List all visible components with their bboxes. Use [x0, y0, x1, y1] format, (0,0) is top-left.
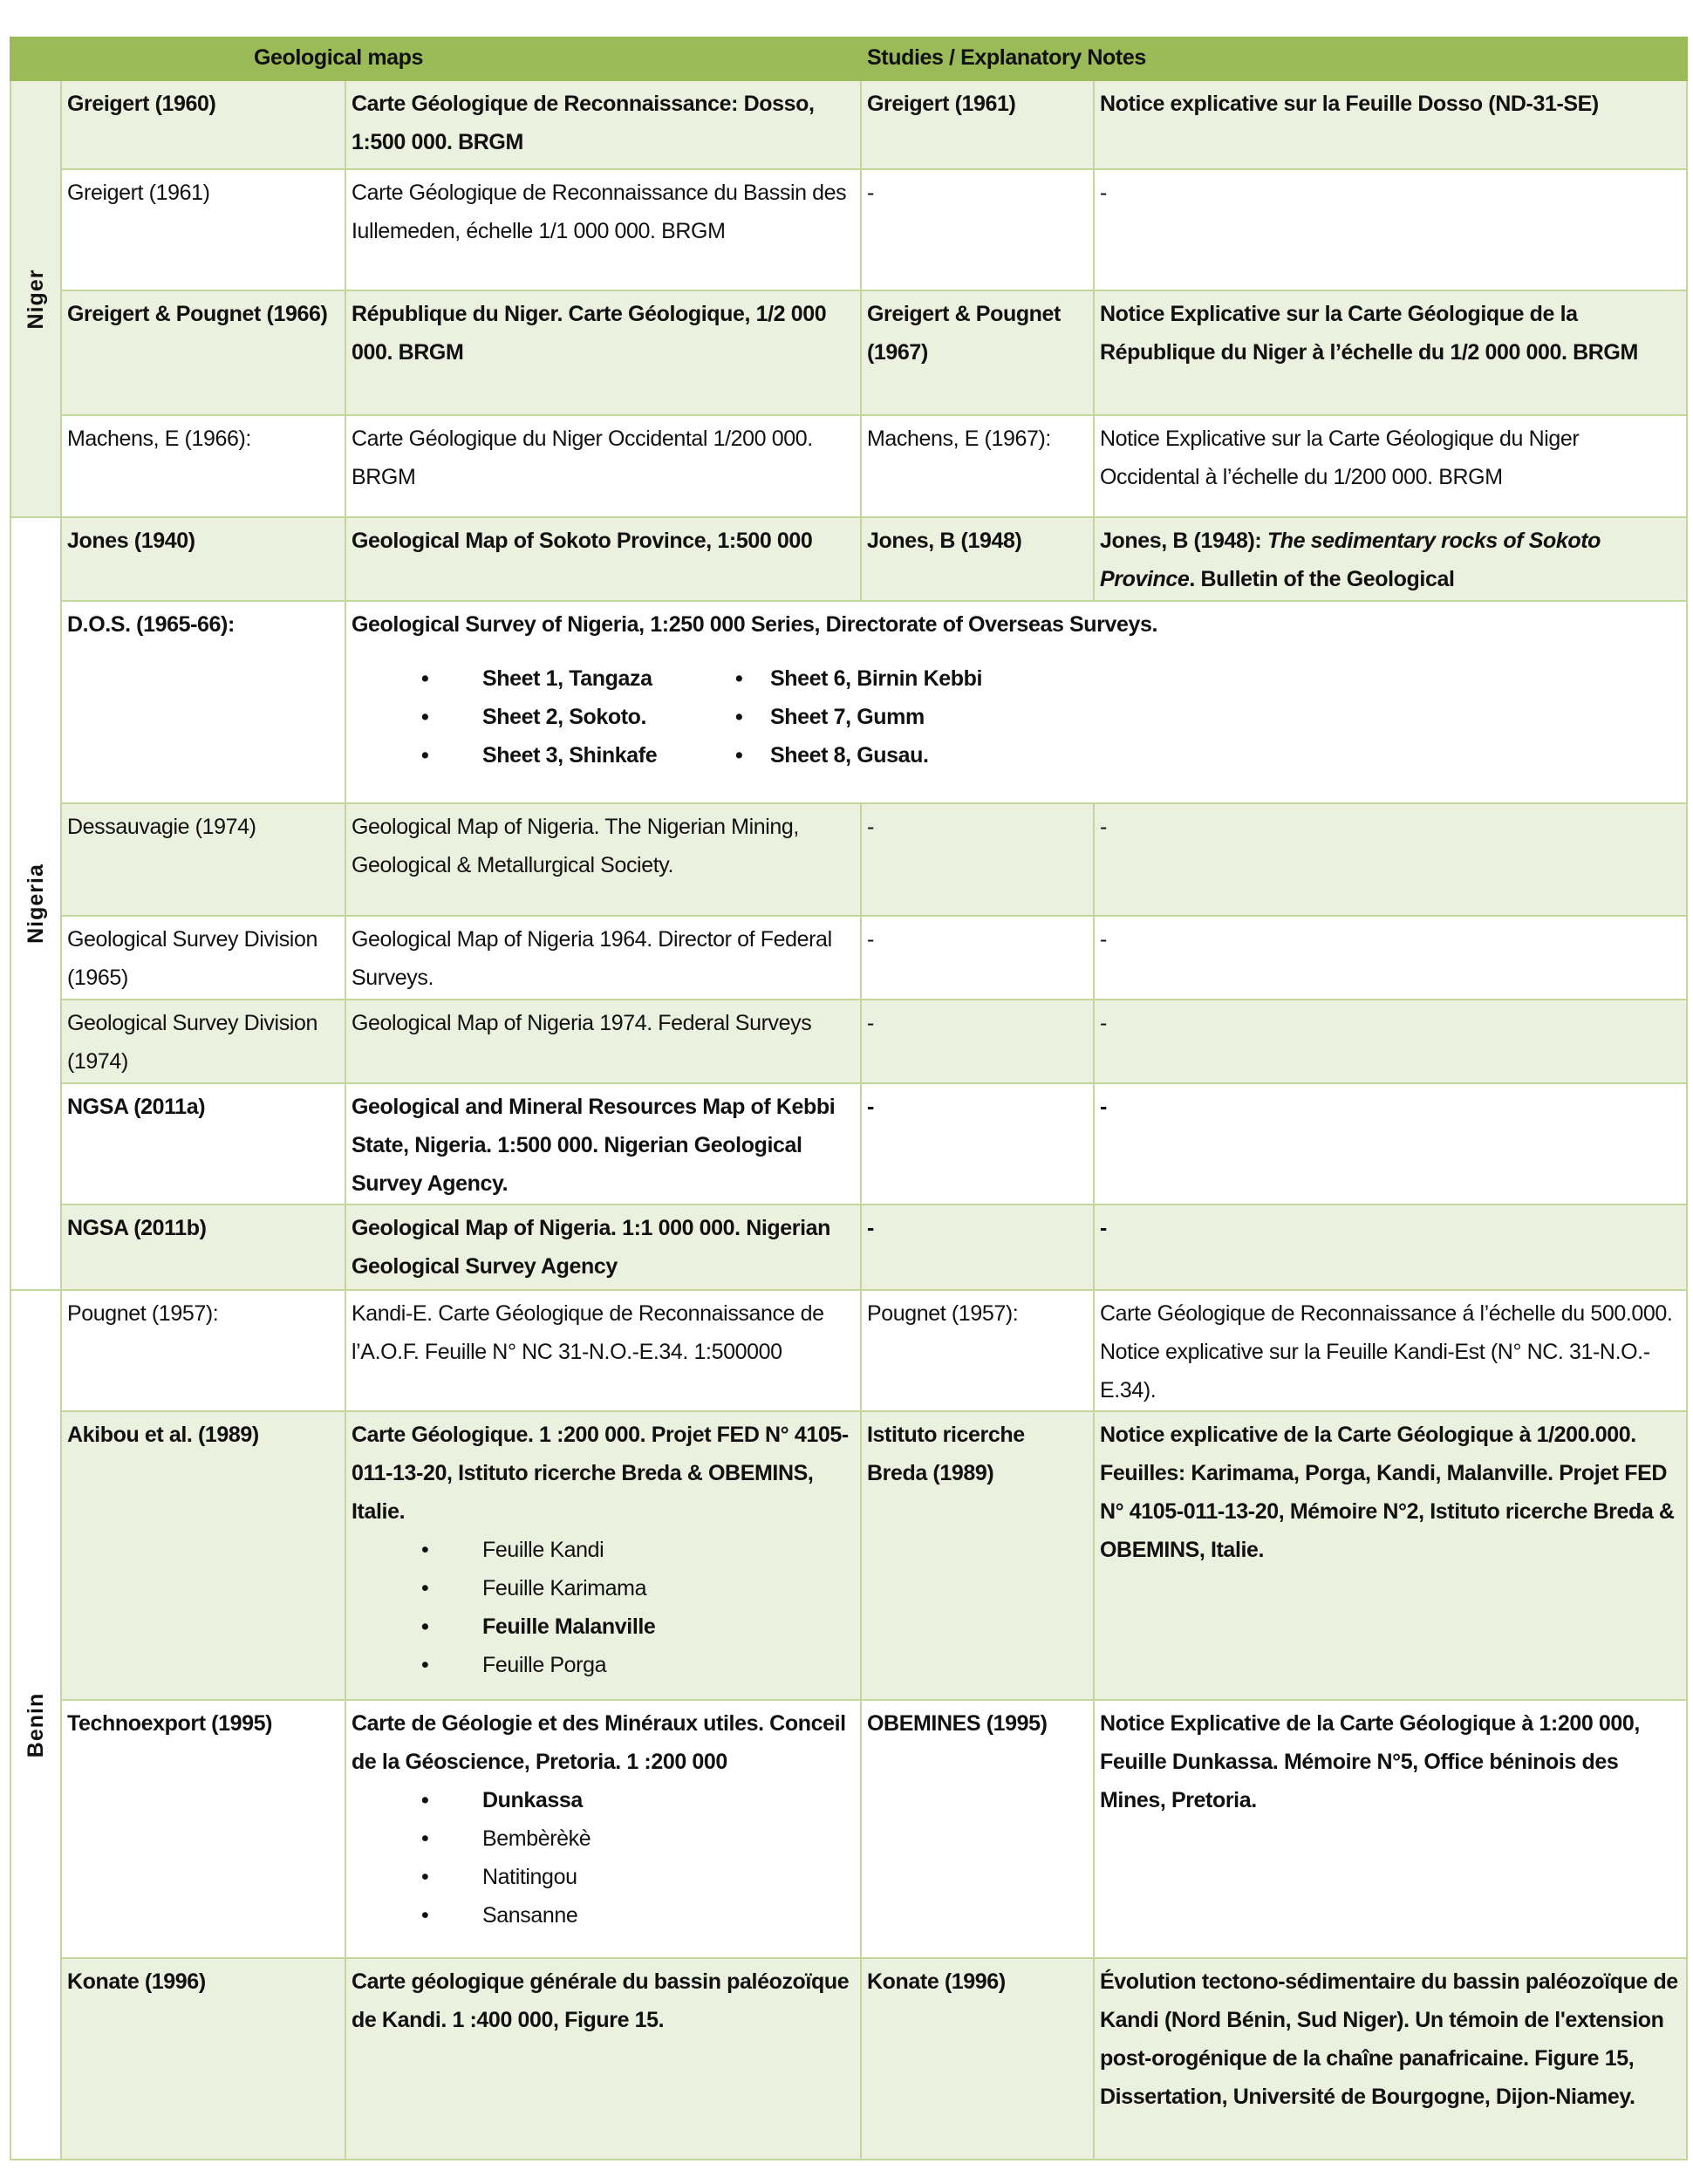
note-cell: Notice Explicative de la Carte Géologique à 1:200 000, Feuille Dunkassa. Mémoire N°5, Office béninois des Mines, Pretoria.: [1094, 1700, 1687, 1958]
author-cell: Akibou et al. (1989): [61, 1411, 345, 1700]
study-author-cell: -: [861, 1000, 1094, 1083]
note-cell: -: [1094, 1083, 1687, 1205]
sheet-item: • Sheet 1, Tangaza: [352, 659, 735, 698]
map-cell: [345, 601, 1687, 803]
map-cell: Kandi-E. Carte Géologique de Reconnaissance de l’A.O.F. Feuille N° NC 31-N.O.-E.34. 1:500000: [345, 1290, 861, 1411]
table-row: [10, 517, 1687, 601]
map-cell: Geological Map of Nigeria. The Nigerian Mining, Geological & Metallurgical Society.: [345, 803, 861, 916]
study-author-cell: -: [861, 1205, 1094, 1290]
note-cell: Carte Géologique de Reconnaissance á l’échelle du 500.000. Notice explicative sur la Feuille Kandi-Est (N° NC. 31-N.O.-E.34).: [1094, 1290, 1687, 1411]
note-cell: [1094, 517, 1687, 601]
note-cell: -: [1094, 1000, 1687, 1083]
sheet-list: [352, 1531, 855, 1684]
table-row: [10, 1083, 1687, 1205]
table-row: [10, 1700, 1687, 1958]
study-author-cell: Greigert & Pougnet (1967): [861, 290, 1094, 415]
note-cell: Notice explicative sur la Feuille Dosso (ND-31-SE): [1094, 80, 1687, 169]
table-row: [10, 1000, 1687, 1083]
sheet-item: • Bembèrèkè: [352, 1819, 855, 1858]
map-cell: Carte Géologique de Reconnaissance du Bassin des Iullemeden, échelle 1/1 000 000. BRGM: [345, 169, 861, 290]
country-label: Benin: [24, 1692, 48, 1757]
sheet-item: • Feuille Karimama: [352, 1569, 855, 1607]
table-row: [10, 601, 1687, 803]
table-row: [10, 1290, 1687, 1411]
country-label: Nigeria: [24, 863, 48, 944]
map-cell: [345, 1411, 861, 1700]
note-cell: -: [1094, 916, 1687, 1000]
sheet-item: • Sheet 2, Sokoto.: [352, 698, 735, 736]
table-row: [10, 290, 1687, 415]
author-cell: D.O.S. (1965-66):: [61, 601, 345, 803]
sheet-item: • Feuille Malanville: [352, 1607, 855, 1646]
header-studies: Studies / Explanatory Notes: [861, 38, 1687, 80]
note-cell: -: [1094, 169, 1687, 290]
map-cell: Carte Géologique du Niger Occidental 1/200 000. BRGM: [345, 415, 861, 517]
map-title: Carte Géologique. 1 :200 000. Projet FED N° 4105-011-13-20, Istituto ricerche Breda & OBEMINS, Italie.: [352, 1423, 849, 1524]
author-cell: NGSA (2011b): [61, 1205, 345, 1290]
country-cell: [10, 1290, 61, 2160]
map-cell: Geological Map of Sokoto Province, 1:500 000: [345, 517, 861, 601]
map-cell: Geological Map of Nigeria 1964. Director of Federal Surveys.: [345, 916, 861, 1000]
country-label: Niger: [24, 269, 48, 329]
note-cell: Notice explicative de la Carte Géologique à 1/200.000. Feuilles: Karimama, Porga, Kandi, Malanville. Projet FED N° 4105-011-13-20, Mémoire N°2, Istituto ricerche Breda & OBEMINS, Italie.: [1094, 1411, 1687, 1700]
sheet-item: • Sheet 8, Gusau.: [735, 736, 1119, 775]
author-cell: NGSA (2011a): [61, 1083, 345, 1205]
author-cell: Greigert & Pougnet (1966): [61, 290, 345, 415]
sheet-list: [735, 659, 1119, 775]
study-author-cell: -: [861, 1083, 1094, 1205]
sheet-item: • Feuille Porga: [352, 1646, 855, 1684]
author-cell: Dessauvagie (1974): [61, 803, 345, 916]
study-author-cell: Pougnet (1957):: [861, 1290, 1094, 1411]
study-author-cell: -: [861, 803, 1094, 916]
note-cell: Notice Explicative sur la Carte Géologique de la République du Niger à l’échelle du 1/2 000 000. BRGM: [1094, 290, 1687, 415]
author-cell: Konate (1996): [61, 1958, 345, 2160]
study-author-cell: Jones, B (1948): [861, 517, 1094, 601]
table-row: [10, 80, 1687, 169]
study-author-cell: -: [861, 916, 1094, 1000]
sheet-item: • Sansanne: [352, 1896, 855, 1935]
map-cell: Carte géologique générale du bassin paléozoïque de Kandi. 1 :400 000, Figure 15.: [345, 1958, 861, 2160]
study-author-cell: Greigert (1961): [861, 80, 1094, 169]
map-cell: Carte Géologique de Reconnaissance: Dosso, 1:500 000. BRGM: [345, 80, 861, 169]
table-row: [10, 1958, 1687, 2160]
sheet-item: • Feuille Kandi: [352, 1531, 855, 1569]
table-row: [10, 415, 1687, 517]
note-cell: -: [1094, 803, 1687, 916]
sheet-item: • Dunkassa: [352, 1781, 855, 1819]
country-cell: [10, 80, 61, 517]
note-cell: Notice Explicative sur la Carte Géologique du Niger Occidental à l’échelle du 1/200 000. BRGM: [1094, 415, 1687, 517]
author-cell: Pougnet (1957):: [61, 1290, 345, 1411]
author-cell: Greigert (1960): [61, 80, 345, 169]
header-geological-maps: Geological maps: [61, 38, 861, 80]
note-cell: -: [1094, 1205, 1687, 1290]
map-title: Geological Survey of Nigeria, 1:250 000 Series, Directorate of Overseas Surveys.: [352, 612, 1158, 637]
map-cell: Geological and Mineral Resources Map of Kebbi State, Nigeria. 1:500 000. Nigerian Geological Survey Agency.: [345, 1083, 861, 1205]
study-author-cell: -: [861, 169, 1094, 290]
references-table: [10, 37, 1688, 2160]
note-part: . Bulletin of the Geological: [1189, 567, 1455, 591]
header-blank: [10, 38, 61, 80]
study-author-cell: Machens, E (1967):: [861, 415, 1094, 517]
table-row: [10, 1411, 1687, 1700]
map-cell: Geological Map of Nigeria 1974. Federal Surveys: [345, 1000, 861, 1083]
sheet-item: • Sheet 7, Gumm: [735, 698, 1119, 736]
sheet-list: [352, 659, 735, 775]
table-row: [10, 916, 1687, 1000]
note-cell: Évolution tectono-sédimentaire du bassin paléozoïque de Kandi (Nord Bénin, Sud Niger). Un témoin de l'extension post-orogénique de la chaîne panafricaine. Figure 15, Dissertation, Université de Bourgogne, Dijon-Niamey.: [1094, 1958, 1687, 2160]
sheet-item: • Sheet 6, Birnin Kebbi: [735, 659, 1119, 698]
note-part-italic: The sedimentary rocks of Sokoto Province: [1100, 529, 1601, 591]
table-row: [10, 169, 1687, 290]
sheet-item: • Sheet 3, Shinkafe: [352, 736, 735, 775]
study-author-cell: OBEMINES (1995): [861, 1700, 1094, 1958]
author-cell: Jones (1940): [61, 517, 345, 601]
author-cell: Technoexport (1995): [61, 1700, 345, 1958]
map-title: Carte de Géologie et des Minéraux utiles. Conceil de la Géoscience, Pretoria. 1 :200 000: [352, 1711, 846, 1774]
author-cell: Geological Survey Division (1965): [61, 916, 345, 1000]
country-cell: [10, 517, 61, 1290]
study-author-cell: Konate (1996): [861, 1958, 1094, 2160]
map-cell: République du Niger. Carte Géologique, 1/2 000 000. BRGM: [345, 290, 861, 415]
author-cell: Geological Survey Division (1974): [61, 1000, 345, 1083]
map-cell: Geological Map of Nigeria. 1:1 000 000. Nigerian Geological Survey Agency: [345, 1205, 861, 1290]
note-part: Jones, B (1948):: [1100, 529, 1267, 553]
sheet-item: • Natitingou: [352, 1858, 855, 1896]
author-cell: Machens, E (1966):: [61, 415, 345, 517]
map-cell: [345, 1700, 861, 1958]
table-row: [10, 803, 1687, 916]
table-row: [10, 1205, 1687, 1290]
header-row: [10, 38, 1687, 80]
sheet-list: [352, 1781, 855, 1935]
author-cell: Greigert (1961): [61, 169, 345, 290]
study-author-cell: Istituto ricerche Breda (1989): [861, 1411, 1094, 1700]
